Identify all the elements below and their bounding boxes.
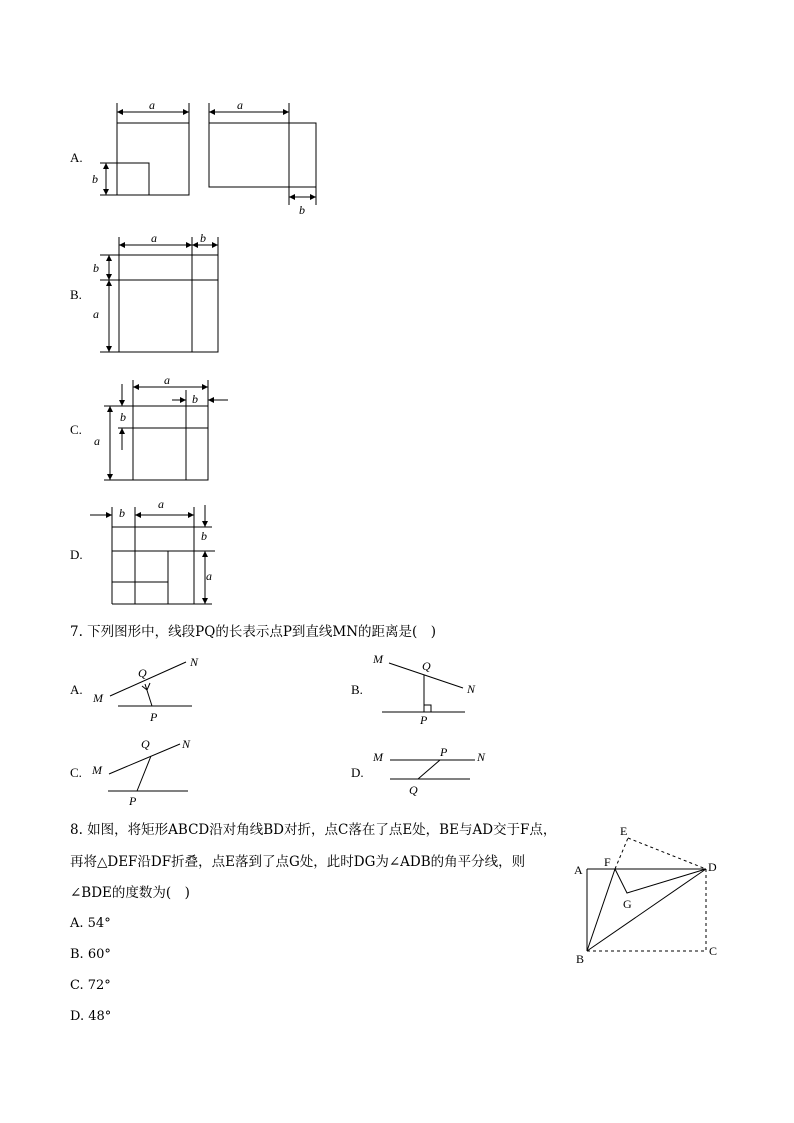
q6-d-label-b2: b xyxy=(201,529,207,543)
q7-d-N: N xyxy=(477,750,486,764)
q7-c-Q: Q xyxy=(141,737,150,751)
q8-label-F: F xyxy=(604,855,611,869)
q6-d-label-a2: a xyxy=(206,569,212,583)
q6-c-label-a2: a xyxy=(94,434,100,448)
q8-label-B: B xyxy=(576,952,585,966)
q6-a-label-a1: a xyxy=(149,98,155,112)
q7-a-P: P xyxy=(150,710,158,724)
q6-a-label-a2: a xyxy=(237,98,243,112)
q7-c-P: P xyxy=(129,794,137,808)
q6-option-d-letter: D. xyxy=(70,547,83,562)
q8-label-E: E xyxy=(620,824,628,838)
q6-c-label-b2: b xyxy=(120,410,126,424)
q7-option-a-letter: A. xyxy=(70,682,83,697)
q8-line1: 8. 如图，将矩形ABCD沿对角线BD对折，点C落在了点E处，BE与AD交于F点， xyxy=(70,822,557,838)
q6-option-a-letter: A. xyxy=(70,150,83,165)
q8-choice-b[interactable]: B. 60° xyxy=(70,947,111,962)
q6-b-label-a1: a xyxy=(151,231,157,245)
q8-label-C: C xyxy=(709,944,718,958)
q6-option-b-letter: B. xyxy=(70,287,82,302)
q7-d-P: P xyxy=(440,745,448,759)
q7-option-b-letter: B. xyxy=(351,682,363,697)
q7-c-M: M xyxy=(92,763,102,777)
q6-b-label-b2: b xyxy=(93,261,99,275)
q8-label-A: A xyxy=(574,863,583,877)
q6-a-label-b1: b xyxy=(92,172,98,186)
q7-d-M: M xyxy=(373,750,383,764)
q6-option-c-letter: C. xyxy=(70,422,82,437)
q6-a-label-b2: b xyxy=(299,203,305,217)
q6-d-label-a1: a xyxy=(158,497,164,511)
q8-choice-c[interactable]: C. 72° xyxy=(70,978,111,993)
q7-b-M: M xyxy=(373,652,383,666)
q7-option-d-letter: D. xyxy=(351,765,364,780)
q7-stem: 7. 下列图形中，线段PQ的长表示点P到直线MN的距离是( ) xyxy=(70,624,437,640)
q6-d-label-b1: b xyxy=(119,506,125,520)
q8-line2: 再将△DEF沿DF折叠，点E落到了点G处，此时DG为∠ADB的角平分线，则 xyxy=(70,854,526,870)
q8-label-G: G xyxy=(623,897,632,911)
q7-d-Q: Q xyxy=(409,783,418,797)
q7-c-N: N xyxy=(182,737,191,751)
q8-choice-d[interactable]: D. 48° xyxy=(70,1009,112,1024)
q8-label-D: D xyxy=(708,860,717,874)
q7-b-Q: Q xyxy=(422,659,431,673)
q7-b-N: N xyxy=(467,682,476,696)
q7-b-P: P xyxy=(420,713,428,727)
q7-a-Q: Q xyxy=(138,666,147,680)
q7-option-c-letter: C. xyxy=(70,765,82,780)
q6-c-label-a1: a xyxy=(164,373,170,387)
q8-choice-a[interactable]: A. 54° xyxy=(70,916,111,931)
q6-c-label-b1: b xyxy=(192,392,198,406)
q6-b-label-b1: b xyxy=(200,231,206,245)
q6-b-label-a2: a xyxy=(93,307,99,321)
q7-a-M: M xyxy=(93,691,103,705)
q8-line3: ∠BDE的度数为( ) xyxy=(70,885,190,901)
q7-a-N: N xyxy=(190,655,199,669)
